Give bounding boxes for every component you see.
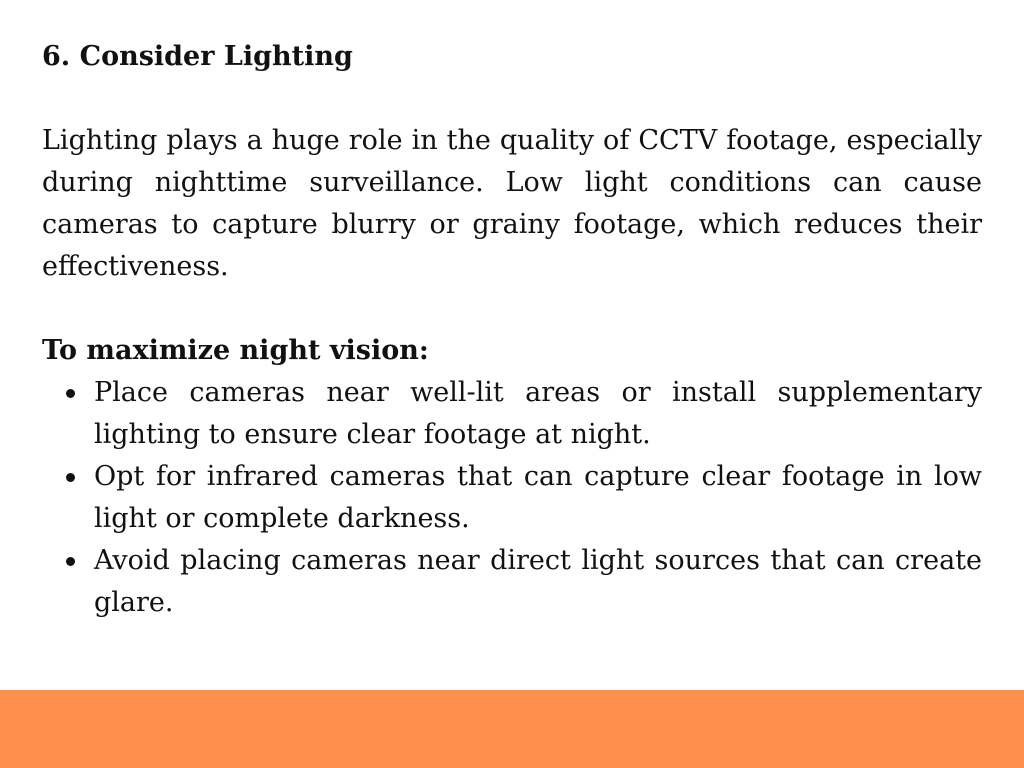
list-subheading: To maximize night vision:: [42, 335, 429, 366]
list-item: [42, 540, 982, 624]
list-item: [42, 372, 982, 456]
bullet-dot-icon: [66, 557, 75, 566]
tips-list: [42, 372, 982, 624]
section-heading: 6. Consider Lighting: [42, 41, 353, 72]
list-item-text: Avoid placing cameras near direct light sources that can create glare.: [94, 545, 982, 618]
list-item-text: Place cameras near well-lit areas or install supplementary lighting to ensure clear footage at night.: [94, 377, 982, 450]
list-item: [42, 456, 982, 540]
footer-bar: [0, 690, 1024, 768]
list-item-text: Opt for infrared cameras that can capture clear footage in low light or complete darkness.: [94, 461, 982, 534]
bullet-dot-icon: [66, 473, 75, 482]
intro-paragraph: Lighting plays a huge role in the quality of CCTV footage, especially during nighttime surveillance. Low light conditions can cause cameras to capture blurry or grainy footage, which reduces their effectiveness.: [42, 125, 982, 282]
content-area: [42, 36, 982, 624]
bullet-dot-icon: [66, 389, 75, 398]
